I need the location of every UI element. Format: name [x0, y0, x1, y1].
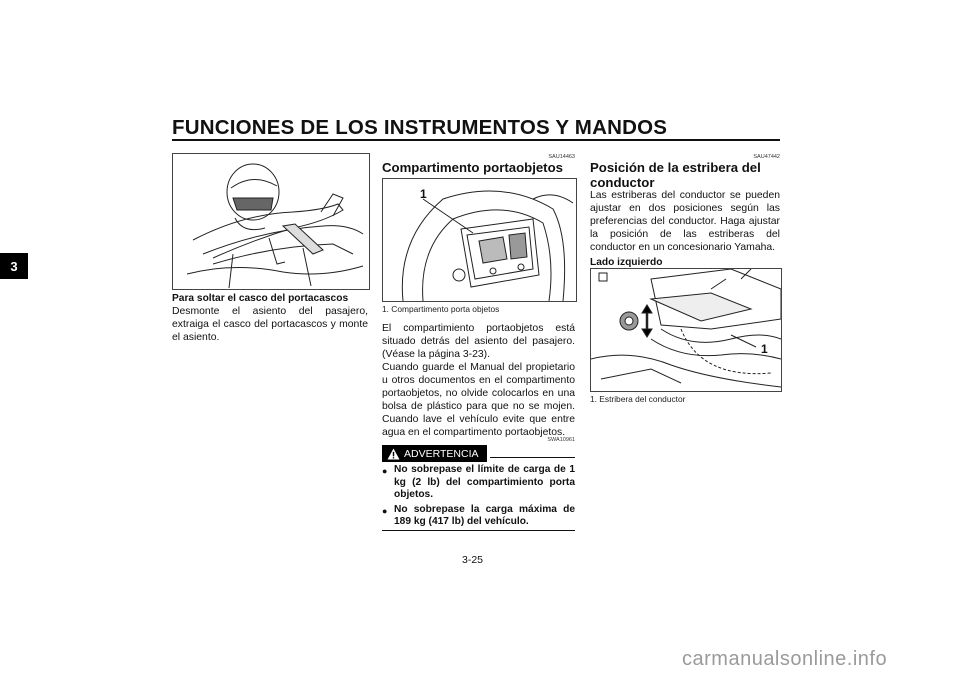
storage-figure-callout: 1 — [420, 187, 427, 201]
header-rule — [172, 139, 780, 141]
section-code: SAU47442 — [753, 154, 780, 160]
chapter-tab: 3 — [0, 253, 28, 279]
warning-item: ● No sobrepase el límite de carga de 1 kg (2 lb) del compartimiento porta objetos. — [382, 464, 575, 500]
footrest-figure-caption: 1. Estribera del conductor — [590, 394, 686, 404]
footrest-illustration — [591, 269, 781, 391]
storage-figure-caption: 1. Compartimento porta objetos — [382, 304, 500, 314]
warning-top-rule — [490, 457, 576, 458]
footrest-figure — [590, 268, 782, 392]
warning-label: ADVERTENCIA — [404, 447, 479, 460]
warning-badge — [382, 445, 487, 462]
warning-triangle-icon — [387, 448, 400, 460]
warning-list — [382, 464, 575, 529]
helmet-holder-illustration — [173, 154, 369, 289]
storage-compartment-illustration — [383, 179, 576, 301]
footrest-figure-callout: 1 — [761, 342, 768, 356]
storage-body: El compartimiento portaobjetos está situado detrás del asiento del pasajero. (Véase la página 3-23). Cuando guarde el Manual del propietario u otros documentos en el compartimento portaobjetos, no olvide colocarlos en una bolsa de plástico para que no se mojen. Cuando lave el vehículo evite que entre agua en el compartimento portaobjetos. — [382, 323, 575, 438]
warning-item: ● No sobrepase la carga máxima de 189 kg (417 lb) del vehículo. — [382, 503, 575, 527]
helmet-body: Desmonte el asiento del pasajero, extraiga el casco del portacascos y monte el asiento. — [172, 306, 368, 343]
section-code: SAU14463 — [548, 154, 575, 160]
warning-bottom-rule — [382, 530, 575, 531]
bullet-icon: ● — [382, 505, 388, 516]
page-number: 3-25 — [462, 554, 484, 566]
left-side-subheading: Lado izquierdo — [590, 257, 663, 268]
bullet-icon: ● — [382, 466, 388, 476]
storage-figure — [382, 178, 577, 302]
helmet-subheading: Para soltar el casco del portacascos — [172, 293, 349, 304]
warning-header — [382, 445, 575, 462]
warning-code: SWA10961 — [547, 437, 575, 443]
footrest-heading: Posición de la estribera del conductor — [590, 160, 761, 190]
watermark: carmanualsonline.info — [682, 648, 888, 670]
page-title: FUNCIONES DE LOS INSTRUMENTOS Y MANDOS — [172, 116, 668, 139]
storage-heading: Compartimento portaobjetos — [382, 160, 563, 175]
footrest-body: Las estriberas del conductor se pueden ajustar en dos posiciones según las preferencias del conductor. Haga ajustar la posición de las estriberas del conductor en un concesionario Yamaha. — [590, 190, 780, 253]
helmet-holder-figure — [172, 153, 370, 290]
